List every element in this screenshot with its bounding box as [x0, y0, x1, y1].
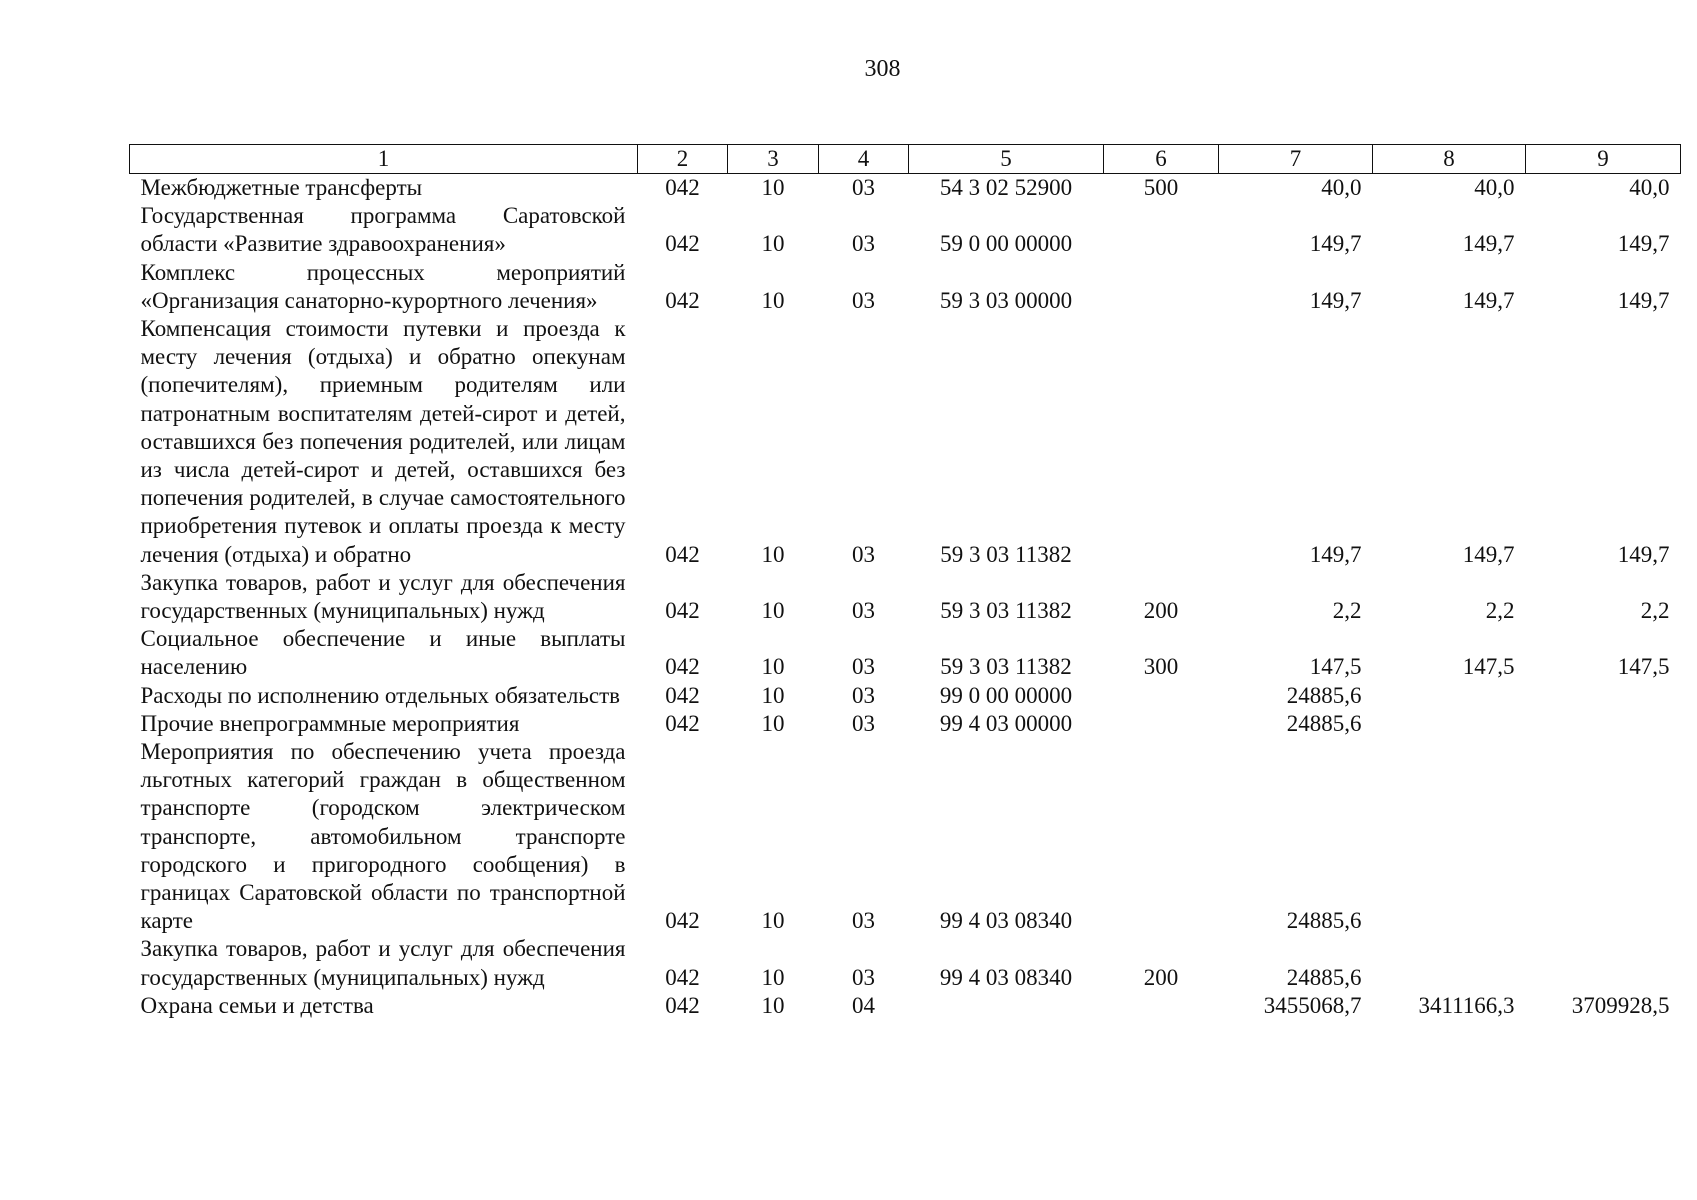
- table-row: [130, 682, 1681, 710]
- table-row: [130, 569, 1681, 625]
- target-article-cell: 59 3 03 11382: [940, 654, 1072, 680]
- expense-type-cell: 200: [1143, 598, 1179, 624]
- header-cell: 4: [819, 145, 909, 174]
- expense-type-cell: [1104, 992, 1219, 1020]
- table-row: [130, 738, 1681, 935]
- header-row: [130, 145, 1681, 174]
- expense-type-cell: [1104, 738, 1219, 935]
- subsection-cell: 03: [852, 710, 875, 736]
- row-name: Государственная программа Саратовской области «Развитие здравоохранения»: [140, 203, 626, 257]
- amount-col7-cell: 149,7: [1309, 541, 1362, 567]
- target-article-cell: 59 3 03 11382: [940, 598, 1072, 624]
- ved-cell: 042: [665, 654, 700, 680]
- subsection-cell: 04: [852, 992, 875, 1018]
- table-row: [130, 992, 1681, 1020]
- subsection-cell: 03: [852, 175, 875, 200]
- amount-col8-cell: 2,2: [1485, 598, 1515, 624]
- amount-col7-cell: 40,0: [1321, 175, 1362, 200]
- header-cell: 8: [1373, 145, 1526, 174]
- header-cell: 2: [638, 145, 728, 174]
- amount-col8-cell: [1373, 710, 1526, 738]
- target-article-cell: 59 3 03 00000: [939, 287, 1073, 313]
- header-cell: 7: [1219, 145, 1373, 174]
- header-cell: 3: [728, 145, 819, 174]
- section-cell: 10: [761, 287, 785, 313]
- ved-cell: 042: [665, 964, 700, 990]
- target-article-cell: 99 4 03 08340: [939, 964, 1073, 990]
- row-name: Закупка товаров, работ и услуг для обеспечения государственных (муниципальных) нужд: [140, 936, 626, 990]
- page-number: 308: [864, 56, 901, 82]
- table-row: [130, 202, 1681, 258]
- section-cell: 10: [761, 964, 785, 990]
- header-cell: 6: [1104, 145, 1219, 174]
- row-name: Компенсация стоимости путевки и проезда к месту лечения (отдыха) и обратно опекунам (попечителям), приемным родителям или патронатным воспитателям детей-сирот и детей, оставшихся без попечения родителей, или лицам из числа детей-сирот и детей, оставшихся без попечения родителей, в случае самостоятельного приобретения путевок и оплаты проезда к месту лечения (отдыха) и обратно: [140, 316, 626, 567]
- ved-cell: 042: [665, 598, 700, 624]
- section-cell: 10: [761, 654, 785, 680]
- amount-col9-cell: [1526, 935, 1681, 991]
- subsection-cell: 03: [852, 598, 875, 624]
- amount-col7-cell: 24885,6: [1286, 964, 1362, 990]
- subsection-cell: 03: [852, 231, 875, 257]
- amount-col8-cell: [1373, 682, 1526, 710]
- table-row: [130, 174, 1681, 203]
- amount-col8-cell: 149,7: [1462, 541, 1515, 567]
- expense-type-cell: 200: [1143, 964, 1179, 990]
- amount-col9-cell: 147,5: [1617, 654, 1670, 680]
- amount-col9-cell: 3709928,5: [1571, 992, 1670, 1018]
- ved-cell: 042: [665, 992, 700, 1018]
- section-cell: 10: [761, 682, 785, 708]
- table-row: [130, 935, 1681, 991]
- table-row: [130, 625, 1681, 681]
- amount-col8-cell: 149,7: [1462, 231, 1515, 257]
- amount-col7-cell: 2,2: [1332, 598, 1362, 624]
- amount-col9-cell: 149,7: [1617, 541, 1670, 567]
- target-article-cell: 99 4 03 08340: [939, 908, 1073, 934]
- amount-col9-cell: 149,7: [1617, 231, 1670, 257]
- amount-col9-cell: 2,2: [1640, 598, 1670, 624]
- target-article-cell: 99 4 03 00000: [939, 710, 1073, 736]
- amount-col9-cell: 40,0: [1629, 175, 1670, 200]
- amount-col7-cell: 24885,6: [1286, 908, 1362, 934]
- amount-col9-cell: [1526, 710, 1681, 738]
- ved-cell: 042: [665, 231, 700, 257]
- amount-col8-cell: [1373, 935, 1526, 991]
- amount-col7-cell: 3455068,7: [1263, 992, 1362, 1018]
- subsection-cell: 03: [852, 908, 875, 934]
- target-article-cell: 54 3 02 52900: [939, 175, 1073, 200]
- target-article-cell: [909, 992, 1104, 1020]
- section-cell: 10: [761, 908, 785, 934]
- table-row: [130, 315, 1681, 569]
- expense-type-cell: [1104, 682, 1219, 710]
- section-cell: 10: [761, 231, 785, 257]
- row-name: Межбюджетные трансферты: [140, 175, 423, 200]
- section-cell: 10: [761, 541, 785, 567]
- row-name: Социальное обеспечение и иные выплаты населению: [140, 626, 626, 680]
- amount-col7-cell: 147,5: [1309, 654, 1362, 680]
- row-name: Мероприятия по обеспечению учета проезда льготных категорий граждан в общественном транспорте (городском электрическом транспорте, автомобильном транспорте городского и пригородного сообщения) в границах Саратовской области по транспортной карте: [140, 739, 626, 934]
- amount-col8-cell: 149,7: [1462, 287, 1515, 313]
- amount-col9-cell: 149,7: [1617, 287, 1670, 313]
- expense-type-cell: [1104, 202, 1219, 258]
- section-cell: 10: [761, 598, 785, 624]
- row-name: Охрана семьи и детства: [140, 992, 374, 1018]
- expense-type-cell: 300: [1143, 654, 1179, 680]
- subsection-cell: 03: [852, 964, 875, 990]
- amount-col9-cell: [1526, 738, 1681, 935]
- expense-type-cell: 500: [1143, 175, 1179, 200]
- ved-cell: 042: [665, 682, 700, 708]
- ved-cell: 042: [665, 175, 700, 200]
- amount-col7-cell: 24885,6: [1286, 710, 1362, 736]
- expense-type-cell: [1104, 710, 1219, 738]
- subsection-cell: 03: [852, 654, 875, 680]
- target-article-cell: 59 3 03 11382: [940, 541, 1072, 567]
- expense-type-cell: [1104, 315, 1219, 569]
- section-cell: 10: [761, 710, 785, 736]
- amount-col9-cell: [1526, 682, 1681, 710]
- table-row: [130, 710, 1681, 738]
- header-cell: 1: [130, 145, 638, 174]
- subsection-cell: 03: [852, 682, 875, 708]
- ved-cell: 042: [665, 710, 700, 736]
- ved-cell: 042: [665, 908, 700, 934]
- row-name: Закупка товаров, работ и услуг для обеспечения государственных (муниципальных) нужд: [140, 569, 626, 624]
- amount-col8-cell: 147,5: [1462, 654, 1515, 680]
- target-article-cell: 99 0 00 00000: [939, 682, 1073, 708]
- amount-col8-cell: [1373, 738, 1526, 935]
- row-name: Комплекс процессных мероприятий «Организация санаторно-курортного лечения»: [140, 259, 626, 313]
- section-cell: 10: [761, 992, 785, 1018]
- amount-col8-cell: 40,0: [1474, 175, 1515, 200]
- table-row: [130, 259, 1681, 315]
- ved-cell: 042: [665, 541, 700, 567]
- section-cell: 10: [761, 175, 785, 200]
- subsection-cell: 03: [852, 541, 875, 567]
- amount-col7-cell: 24885,6: [1286, 682, 1362, 708]
- row-name: Расходы по исполнению отдельных обязательств: [140, 682, 620, 708]
- ved-cell: 042: [665, 287, 700, 313]
- row-name: Прочие внепрограммные мероприятия: [140, 710, 520, 736]
- amount-col7-cell: 149,7: [1309, 287, 1362, 313]
- expense-type-cell: [1104, 259, 1219, 315]
- amount-col7-cell: 149,7: [1309, 231, 1362, 257]
- amount-col8-cell: 3411166,3: [1418, 992, 1515, 1018]
- target-article-cell: 59 0 00 00000: [939, 231, 1073, 257]
- subsection-cell: 03: [852, 287, 875, 313]
- budget-table: [129, 144, 1681, 1020]
- header-cell: 5: [909, 145, 1104, 174]
- header-cell: 9: [1526, 145, 1681, 174]
